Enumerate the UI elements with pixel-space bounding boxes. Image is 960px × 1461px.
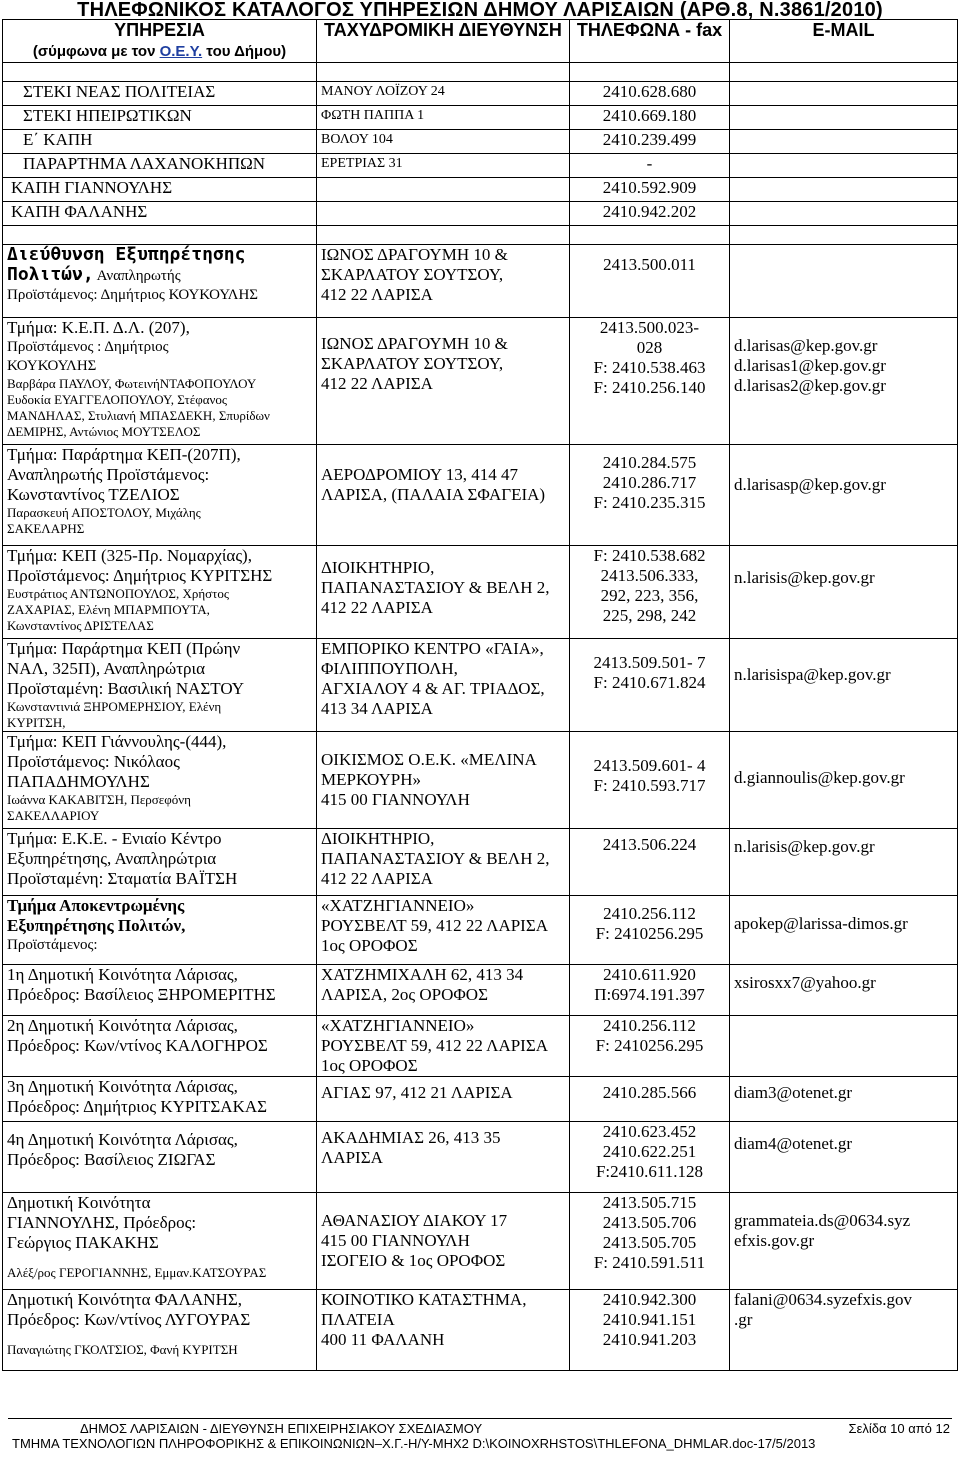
- table-row: ΚΑΠΗ ΦΑΛΑΝΗΣ 2410.942.202: [3, 202, 958, 226]
- table-header: [3, 20, 958, 63]
- table-row: ΠΑΡΑΡΤΗΜΑ ΛΑΧΑΝΟΚΗΠΩΝ ΕΡΕΤΡΙΑΣ 31 -: [3, 154, 958, 178]
- table-row: Τμήμα Αποκεντρωμένης Εξυπηρέτησης Πολιτών, Προϊστάμενος: «ΧΑΤΖΗΓΙΑΝΝΕΙΟ» ΡΟΥΣΒΕΛΤ 59, 412 22 ΛΑΡΙΣΑ 1ος ΟΡΟΦΟΣ 2410.256.112 F: 2410256.295 apokep@larissa-dimos.gr: [3, 896, 958, 965]
- header-email: E-MAIL: [730, 20, 958, 63]
- directory-table: [2, 19, 958, 1371]
- oey-link[interactable]: Ο.Ε.Υ.: [159, 43, 203, 60]
- header-service: ΥΠΗΡΕΣΙΑ (σύμφωνα με τον Ο.Ε.Υ. του Δήμου): [3, 20, 317, 63]
- table-row: Διεύθυνση Εξυπηρέτησης Πολιτών, Αναπληρωτής Προϊστάμενος: Δημήτριος ΚΟΥΚΟΥΛΗΣ ΙΩΝΟΣ ΔΡΑΓΟΥΜΗ 10 & ΣΚΑΡΛΑΤΟΥ ΣΟΥΤΣΟΥ, 412 22 ΛΑΡΙΣΑ 2413.500.011: [3, 245, 958, 318]
- table-row: Δημοτική Κοινότητα ΦΑΛΑΝΗΣ, Πρόεδρος: Κων/ντίνος ΛΥΓΟΥΡΑΣ Παναγιώτης ΓΚΟΛΤΣΙΟΣ, Φανή ΚΥΡΙΤΣΗ ΚΟΙΝΟΤΙΚΟ ΚΑΤΑΣΤΗΜΑ, ΠΛΑΤΕΙΑ 400 11 ΦΑΛΑΝΗ 2410.942.300 2410.941.151 2410.941.203 falani@0634.syzefxis.gov .gr: [3, 1290, 958, 1371]
- table-row: 2η Δημοτική Κοινότητα Λάρισας, Πρόεδρος: Κων/ντίνος ΚΑΛΟΓΗΡΟΣ «ΧΑΤΖΗΓΙΑΝΝΕΙΟ» ΡΟΥΣΒΕΛΤ 59, 412 22 ΛΑΡΙΣΑ 1ος ΟΡΟΦΟΣ 2410.256.112 F: 2410256.295: [3, 1016, 958, 1077]
- table-row: Δημοτική Κοινότητα ΓΙΑΝΝΟΥΛΗΣ, Πρόεδρος: Γεώργιος ΠΑΚΑΚΗΣ Αλέξ/ρος ΓΕΡΟΓΙΑΝΝΗΣ, Εμμαν.ΚΑΤΣΟΥΡΑΣ ΑΘΑΝΑΣΙΟΥ ΔΙΑΚΟΥ 17 415 00 ΓΙΑΝΝΟΥΛΗ ΙΣΟΓΕΙΟ & 1ος ΟΡΟΦΟΣ 2413.505.715 2413.505.706 2413.505.705 F: 2410.591.511 grammateia.ds@0634.syz efxis.gov.gr: [3, 1193, 958, 1290]
- table-row: 4η Δημοτική Κοινότητα Λάρισας, Πρόεδρος: Βασίλειος ΖΙΩΓΑΣ ΑΚΑΔΗΜΙΑΣ 26, 413 35 ΛΑΡΙΣΑ 2410.623.452 2410.622.251 F:2410.611.128 diam4@otenet.gr: [3, 1122, 958, 1193]
- header-phone: ΤΗΛΕΦΩΝΑ - fax: [570, 20, 730, 63]
- table-row: Τμήμα: ΚΕΠ (325-Πρ. Νομαρχίας), Προϊστάμενος: Δημήτριος ΚΥΡΙΤΣΗΣ Ευστράτιος ΑΝΤΩΝΟΠΟΥΛΟΣ, Χρήστος ΖΑΧΑΡΙΑΣ, Ελένη ΜΠΑΡΜΠΟΥΤΑ, Κωνσταντίνος ΔΡΙΣΤΕΛΑΣ ΔΙΟΙΚΗΤΗΡΙΟ, ΠΑΠΑΝΑΣΤΑΣΙΟΥ & ΒΕΛΗ 2, 412 22 ΛΑΡΙΣΑ F: 2410.538.682 2413.506.333, 292, 223, 356, 225, 298, 242 n.larisis@kep.gov.gr: [3, 546, 958, 639]
- table-row: Τμήμα: Παράρτημα ΚΕΠ-(207Π), Αναπληρωτής Προϊστάμενος: Κωνσταντίνος ΤΖΕΛΙΟΣ Παρασκευή ΑΠΟΣΤΟΛΟΥ, Μιχάλης ΣΑΚΕΛΑΡΗΣ ΑΕΡΟΔΡΟΜΙΟΥ 13, 414 47 ΛΑΡΙΣΑ, (ΠΑΛΑΙΑ ΣΦΑΓΕΙΑ) 2410.284.575 2410.286.717 F: 2410.235.315 d.larisasp@kep.gov.gr: [3, 445, 958, 546]
- page-footer: [0, 1418, 960, 1451]
- table-row: Ε΄ ΚΑΠΗ ΒΟΛΟΥ 104 2410.239.499: [3, 130, 958, 154]
- page-number: Σελίδα 10 από 12: [848, 1421, 950, 1436]
- table-row: ΚΑΠΗ ΓΙΑΝΝΟΥΛΗΣ 2410.592.909: [3, 178, 958, 202]
- header-address: ΤΑΧΥΔΡΟΜΙΚΗ ΔΙΕΥΘΥΝΣΗ: [317, 20, 570, 63]
- table-row: 1η Δημοτική Κοινότητα Λάρισας, Πρόεδρος: Βασίλειος ΞΗΡΟΜΕΡΙΤΗΣ ΧΑΤΖΗΜΙΧΑΛΗ 62, 413 34 ΛΑΡΙΣΑ, 2ος ΟΡΟΦΟΣ 2410.611.920 Π:6974.191.397 xsirosxx7@yahoo.gr: [3, 965, 958, 1016]
- table-row: ΣΤΕΚΙ ΝΕΑΣ ΠΟΛΙΤΕΙΑΣ ΜΑΝΟΥ ΛΟΪΖΟΥ 24 2410.628.680: [3, 82, 958, 106]
- table-row: ΣΤΕΚΙ ΗΠΕΙΡΩΤΙΚΩΝ ΦΩΤΗ ΠΑΠΠΑ 1 2410.669.180: [3, 106, 958, 130]
- table-row: Τμήμα: ΚΕΠ Γιάννουλης-(444), Προϊστάμενος: Νικόλαος ΠΑΠΑΔΗΜΟΥΛΗΣ Ιωάννα ΚΑΚΑΒΙΤΣΗ, Περσεφόνη ΣΑΚΕΛΛΑΡΙΟΥ ΟΙΚΙΣΜΟΣ Ο.Ε.Κ. «ΜΕΛΙΝΑ ΜΕΡΚΟΥΡΗ» 415 00 ΓΙΑΝΝΟΥΛΗ 2413.509.601- 4 F: 2410.593.717 d.giannoulis@kep.gov.gr: [3, 732, 958, 829]
- table-row: 3η Δημοτική Κοινότητα Λάρισας, Πρόεδρος: Δημήτριος ΚΥΡΙΤΣΑΚΑΣ ΑΓΙΑΣ 97, 412 21 ΛΑΡΙΣΑ 2410.285.566 diam3@otenet.gr: [3, 1077, 958, 1122]
- table-row: Τμήμα: Κ.Ε.Π. Δ.Λ. (207), Προϊστάμενος : Δημήτριος ΚΟΥΚΟΥΛΗΣ Βαρβάρα ΠΑΥΛΟΥ, ΦωτεινήΝΤΑΦΟΠΟΥΛΟΥ Ευδοκία ΕΥΑΓΓΕΛΟΠΟΥΛΟΥ, Στέφανος ΜΑΝΔΗΛΑΣ, Στυλιανή ΜΠΑΣΔΕΚΗ, Σπυρίδων ΔΕΜΙΡΗΣ, Αντώνιος ΜΟΥΤΣΕΛΟΣ ΙΩΝΟΣ ΔΡΑΓΟΥΜΗ 10 & ΣΚΑΡΛΑΤΟΥ ΣΟΥΤΣΟΥ, 412 22 ΛΑΡΙΣΑ 2413.500.023- 028 F: 2410.538.463 F: 2410.256.140 d.larisas@kep.gov.gr d.larisas1@kep.gov.gr d.larisas2@kep.gov.gr: [3, 318, 958, 445]
- page-title: ΤΗΛΕΦΩΝΙΚΟΣ ΚΑΤΑΛΟΓΟΣ ΥΠΗΡΕΣΙΩΝ ΔΗΜΟΥ ΛΑΡΙΣΑΙΩΝ (ΑΡΘ.8, Ν.3861/2010): [77, 0, 883, 21]
- footer-path: ΤΜΗΜΑ ΤΕΧΝΟΛΟΓΙΩΝ ΠΛΗΡΟΦΟΡΙΚΗΣ & ΕΠΙΚΟΙΝΩΝΙΩΝ–Χ.Γ.-Η/Υ-ΜΗΧ2 D:\KOINOXRHSTOS\THLEFONA_DHMLAR.doc-17/5/2013: [12, 1436, 816, 1451]
- footer-left: ΔΗΜΟΣ ΛΑΡΙΣΑΙΩΝ - ΔΙΕΥΘΥΝΣΗ ΕΠΙΧΕΙΡΗΣΙΑΚΟΥ ΣΧΕΔΙΑΣΜΟΥ: [80, 1421, 483, 1436]
- table-row: Τμήμα: Παράρτημα ΚΕΠ (Πρώην ΝΑΛ, 325Π), Αναπληρώτρια Προϊσταμένη: Βασιλική ΝΑΣΤΟΥ Κωνσταντινιά ΞΗΡΟΜΕΡΗΣΙΟΥ, Ελένη ΚΥΡΙΤΣΗ, ΕΜΠΟΡΙΚΟ ΚΕΝΤΡΟ «ΓΑΙΑ», ΦΙΛΙΠΠΟΥΠΟΛΗ, ΑΓΧΙΑΛΟΥ 4 & ΑΓ. ΤΡΙΑΔΟΣ, 413 34 ΛΑΡΙΣΑ 2413.509.501- 7 F: 2410.671.824 n.larisispa@kep.gov.gr: [3, 639, 958, 732]
- table-row: Τμήμα: Ε.Κ.Ε. - Ενιαίο Κέντρο Εξυπηρέτησης, Αναπληρώτρια Προϊσταμένη: Σταματία ΒΑΪΤΣΗ ΔΙΟΙΚΗΤΗΡΙΟ, ΠΑΠΑΝΑΣΤΑΣΙΟΥ & ΒΕΛΗ 2, 412 22 ΛΑΡΙΣΑ 2413.506.224 n.larisis@kep.gov.gr: [3, 829, 958, 896]
